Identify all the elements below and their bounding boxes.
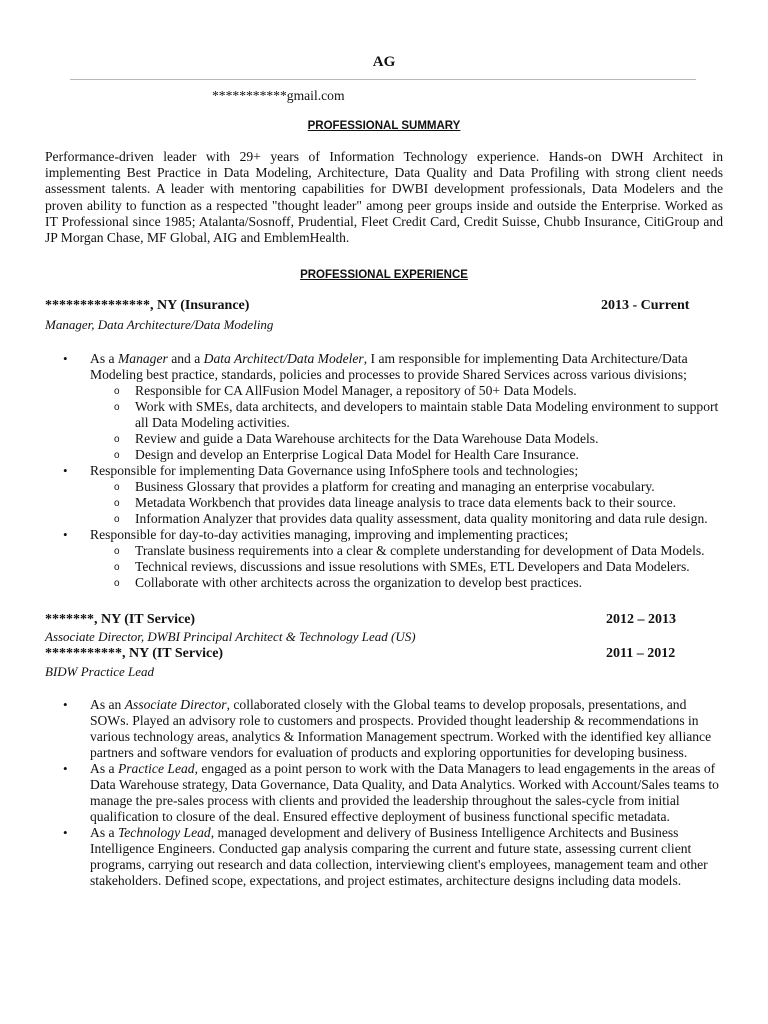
list-item: • As a Manager and a Data Architect/Data Modeler, I am responsible for implementing Data Architecture/Data Modeling best practice, standards, policies and processes to provide Shared Services across various divisions; o Responsible for CA AllFusion Model Manager, a repository of 50+ Data Models. o Work with SMEs, data architects, and developers to maintain stable Data Modeling environment to support all Data Modeling activities. o Review and guide a Data Warehouse architects for the Data Warehouse Data Models. o Design and develop an Enterprise Logical Data Model for Health Care Insurance.	[62, 351, 724, 463]
sub-list-item: o Translate business requirements into a clear & complete understanding for development of Data Models.	[90, 543, 724, 559]
experience-section-title: PROFESSIONAL EXPERIENCE	[300, 269, 468, 281]
list-item: • Responsible for implementing Data Governance using InfoSphere tools and technologies; o Business Glossary that provides a platform for creating and managing an enterprise vocabulary. o Metadata Workbench that provides data lineage analysis to trace data elements back to their source. o Information Analyzer that provides data quality assessment, data quality monitoring and data rule design.	[62, 463, 724, 527]
list-item: • As a Practice Lead, engaged as a point person to work with the Data Managers to lead engagements in the areas of Data Warehouse strategy, Data Governance, Data Quality, and Data Analytics. Worked with Account/Sales teams to manage the pre-sales process with clients and provided the leadership throughout the sales-cycle from initial qualification to closure of the deal. Ensured effective deployment of business functional specific metadata.	[62, 761, 724, 825]
list-item: • As a Technology Lead, managed development and delivery of Business Intelligence Architects and Business Intelligence Engineers. Conducted gap analysis comparing the current and future state, assessing current client programs, carrying out research and data collection, interviewing client's employees, management team and other stakeholders. Defined scope, expectations, and project estimates, architecture designs including data models.	[62, 825, 724, 889]
sub-list-item: o Responsible for CA AllFusion Model Manager, a repository of 50+ Data Models.	[90, 383, 724, 399]
sub-list-item: o Technical reviews, discussions and issue resolutions with SMEs, ETL Developers and Data Modelers.	[90, 559, 724, 575]
job1-employer: ***************, NY (Insurance)	[45, 298, 250, 313]
candidate-name: AG	[372, 54, 396, 70]
job3-employer: ***********, NY (IT Service)	[45, 646, 224, 661]
sub-list-item: o Business Glossary that provides a platform for creating and managing an enterprise vocabulary.	[90, 479, 724, 495]
list-item: • Responsible for day-to-day activities managing, improving and implementing practices; o Translate business requirements into a clear & complete understanding for development of Data Models. o Technical reviews, discussions and issue resolutions with SMEs, ETL Developers and Data Modelers. o Collaborate with other architects across the organization to develop best practices.	[62, 527, 724, 591]
header-divider	[70, 79, 696, 80]
job1-dates: 2013 - Current	[601, 298, 690, 313]
sub-list-item: o Work with SMEs, data architects, and developers to maintain stable Data Modeling environment to support all Data Modeling activities.	[90, 399, 724, 431]
job2-employer: *******, NY (IT Service)	[45, 612, 196, 627]
sub-list-item: o Design and develop an Enterprise Logical Data Model for Health Care Insurance.	[90, 447, 724, 463]
job1-role: Manager, Data Architecture/Data Modeling	[45, 317, 274, 332]
email-address: ***********gmail.com	[212, 88, 345, 103]
job2-dates: 2012 – 2013	[606, 612, 676, 627]
job3-role: BIDW Practice Lead	[45, 664, 155, 679]
sub-list-item: o Collaborate with other architects across the organization to develop best practices.	[90, 575, 724, 591]
list-item: • As an Associate Director, collaborated closely with the Global teams to develop proposals, presentations, and SOWs. Played an advisory role to customers and prospects. Provided thought leadership & recommendations in various technology areas, analytics & Information Management spectrum. Worked with the identified key alliance partners and software vendors for evaluation of products and exploring opportunities for developing business.	[62, 697, 724, 761]
group-responsibilities	[62, 697, 724, 889]
sub-list-item: o Information Analyzer that provides data quality assessment, data quality monitoring and data rule design.	[90, 511, 724, 527]
sub-list-item: o Metadata Workbench that provides data lineage analysis to trace data elements back to their source.	[90, 495, 724, 511]
job1-responsibilities	[62, 351, 724, 591]
summary-section-title: PROFESSIONAL SUMMARY	[307, 120, 461, 132]
job2-role: Associate Director, DWBI Principal Architect & Technology Lead (US)	[45, 629, 416, 644]
job3-dates: 2011 – 2012	[606, 646, 676, 661]
sub-list-item: o Review and guide a Data Warehouse architects for the Data Warehouse Data Models.	[90, 431, 724, 447]
summary-paragraph: Performance-driven leader with 29+ years of Information Technology experience. Hands-on DWH Architect in implementing Best Practice in Data Modeling, Architecture, Data Quality and Data Profiling with strong client needs assessment talents. A leader with mentoring capabilities for DWBI development professionals, Data Modelers and the proven ability to function as a respected "thought leader" among peer groups inside and outside the Enterprise. Worked as IT Professional since 1985; Atalanta/Sosnoff, Prudential, Fleet Credit Card, Credit Suisse, Chubb Insurance, CitiGroup and JP Morgan Chase, MF Global, AIG and EmblemHealth.	[45, 149, 723, 246]
